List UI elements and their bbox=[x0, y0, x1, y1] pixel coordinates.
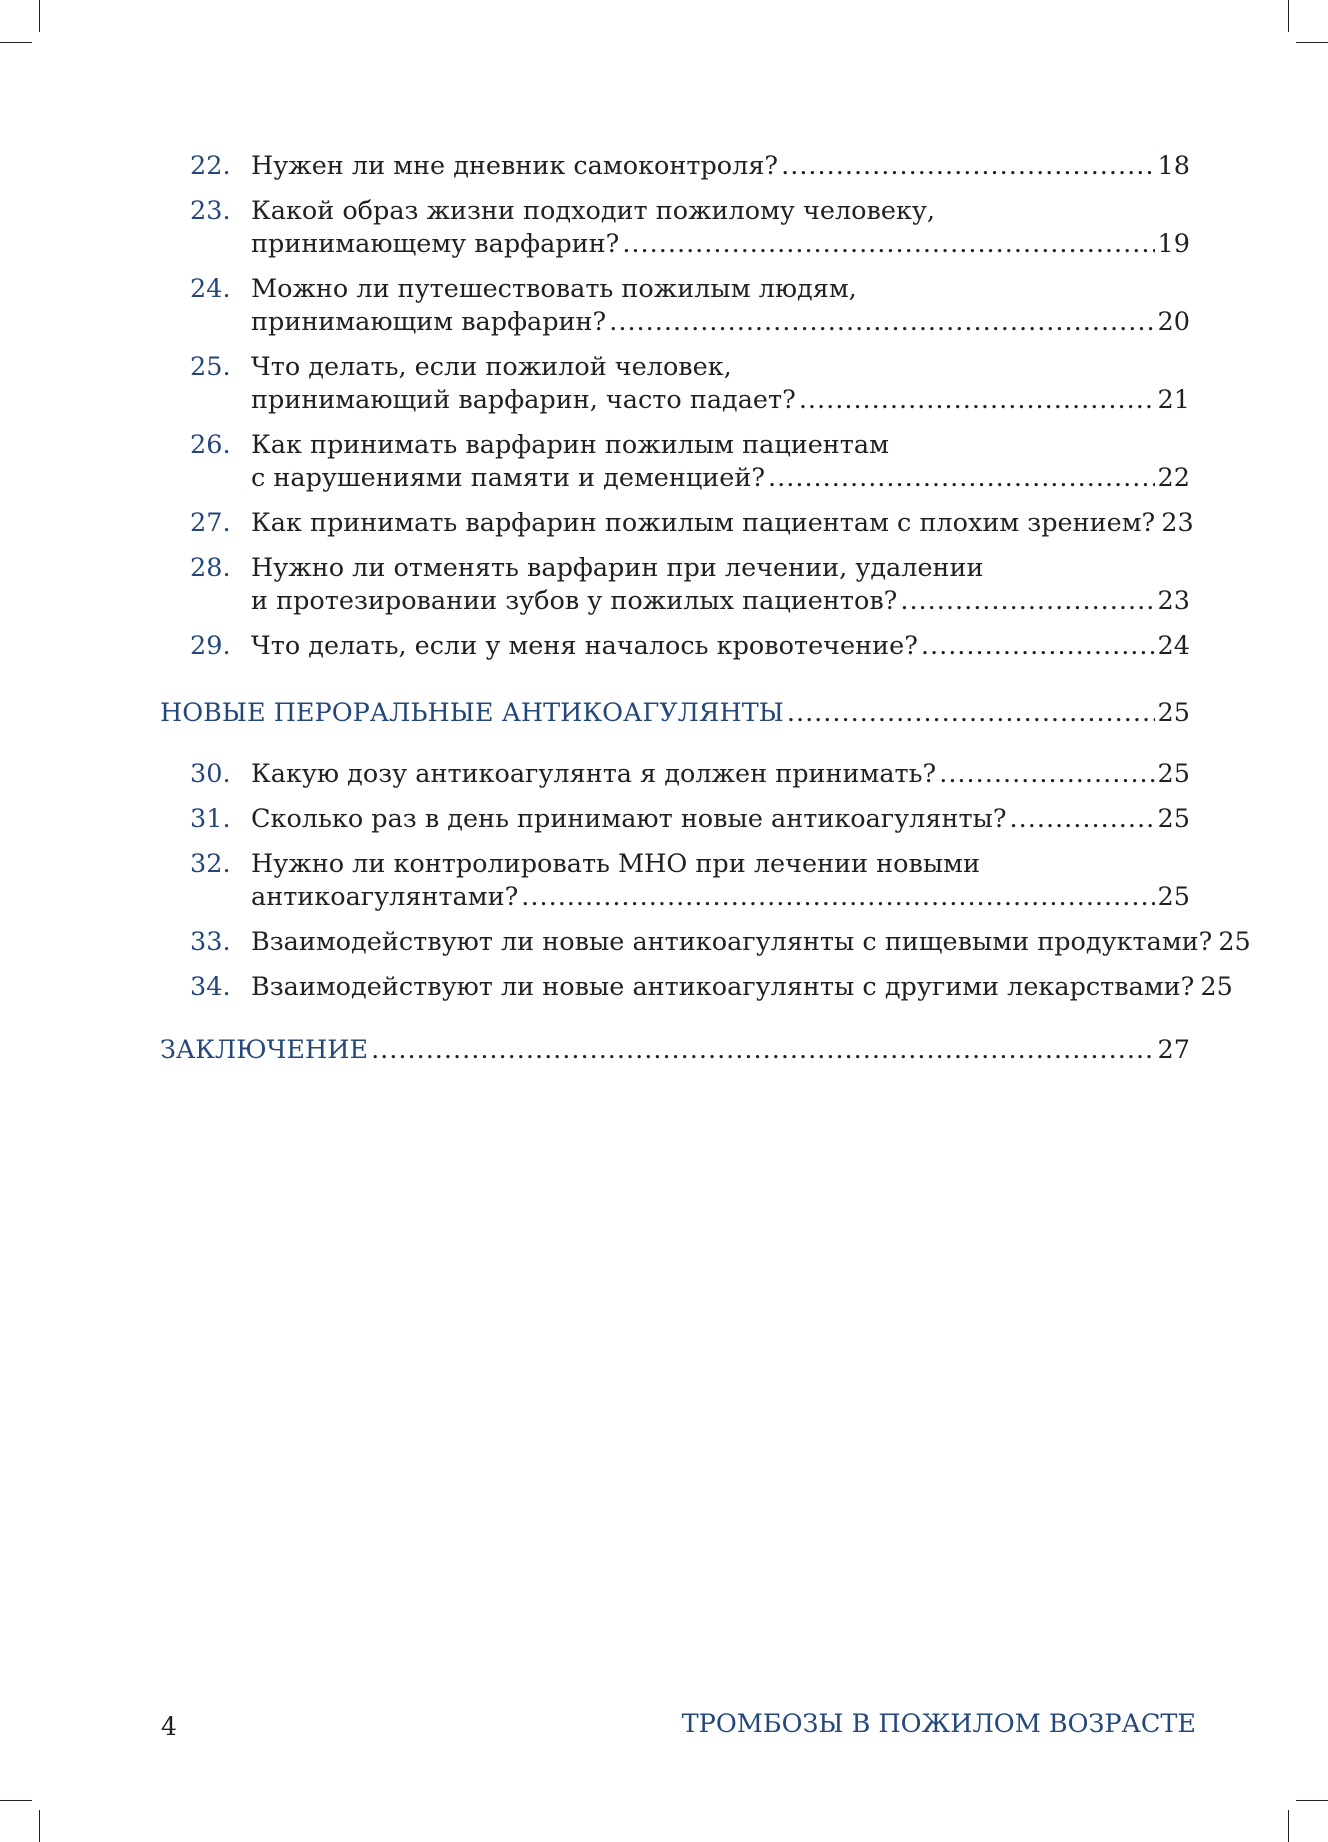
page-ref: 25 bbox=[1157, 804, 1190, 834]
entry-title-line bbox=[251, 228, 1190, 261]
leader-dots bbox=[622, 228, 1154, 261]
entry-title-line bbox=[251, 306, 1190, 339]
entry-body bbox=[251, 803, 1190, 836]
entry-title-line: Какой образ жизни подходит пожилому человеку, bbox=[251, 196, 936, 226]
page-ref: 23 bbox=[1157, 586, 1190, 616]
leader-dots bbox=[799, 384, 1155, 417]
entry-title-line bbox=[251, 384, 1190, 417]
entry-title-line bbox=[251, 758, 1190, 791]
page-ref: 25 bbox=[1200, 972, 1233, 1002]
entry-body bbox=[251, 429, 1190, 495]
toc-entry[interactable] bbox=[160, 630, 1190, 663]
leader-dots bbox=[768, 462, 1155, 495]
leader-dots bbox=[921, 630, 1155, 663]
entry-body bbox=[251, 195, 1190, 261]
entry-title-line bbox=[251, 150, 1190, 183]
toc-entry[interactable] bbox=[160, 971, 1233, 1004]
entry-title-line bbox=[251, 585, 1190, 618]
toc-entry[interactable] bbox=[160, 848, 1190, 914]
entry-number: 32. bbox=[190, 849, 231, 879]
entry-title-line bbox=[251, 462, 1190, 495]
entry-title: Сколько раз в день принимают новые антикоагулянты? bbox=[251, 804, 1007, 834]
entry-number: 25. bbox=[190, 352, 231, 382]
entry-title: принимающим варфарин? bbox=[251, 307, 607, 337]
leader-dots bbox=[371, 1034, 1154, 1067]
page-ref: 25 bbox=[1157, 759, 1190, 789]
toc-entry[interactable] bbox=[160, 195, 1190, 261]
section-title: НОВЫЕ ПЕРОРАЛЬНЫЕ АНТИКОАГУЛЯНТЫ bbox=[160, 698, 784, 728]
leader-dots bbox=[781, 150, 1154, 183]
toc-entry[interactable] bbox=[160, 273, 1190, 339]
crop-mark bbox=[0, 1800, 32, 1801]
page-ref: 25 bbox=[1218, 927, 1251, 957]
entry-title-line: Как принимать варфарин пожилым пациентам bbox=[251, 430, 889, 460]
entry-body bbox=[251, 507, 1194, 540]
entry-title: и протезировании зубов у пожилых пациентов? bbox=[251, 586, 898, 616]
entry-title: Как принимать варфарин пожилым пациентам с плохим зрением? bbox=[251, 508, 1156, 538]
entry-title-line: Нужно ли отменять варфарин при лечении, удалении bbox=[251, 553, 984, 583]
leader-dots bbox=[939, 758, 1154, 791]
entry-number: 28. bbox=[190, 553, 231, 583]
page-ref: 25 bbox=[1157, 698, 1190, 728]
toc-section-heading[interactable] bbox=[160, 697, 1190, 730]
leader-dots bbox=[1010, 803, 1155, 836]
running-title: ТРОМБОЗЫ В ПОЖИЛОМ ВОЗРАСТЕ bbox=[681, 1709, 1196, 1739]
entry-number: 31. bbox=[190, 804, 231, 834]
entry-body bbox=[251, 630, 1190, 663]
entry-number: 26. bbox=[190, 430, 231, 460]
entry-number: 24. bbox=[190, 274, 231, 304]
leader-dots bbox=[609, 306, 1154, 339]
entry-title-line bbox=[251, 630, 1190, 663]
toc-entry[interactable] bbox=[160, 429, 1190, 495]
crop-mark bbox=[39, 0, 40, 32]
entry-title-line bbox=[251, 881, 1190, 914]
crop-mark bbox=[1296, 1800, 1328, 1801]
crop-mark bbox=[1288, 1810, 1289, 1842]
entry-title: принимающему варфарин? bbox=[251, 229, 620, 259]
page-ref: 22 bbox=[1157, 463, 1190, 493]
toc-section-heading[interactable] bbox=[160, 1034, 1190, 1067]
entry-title: с нарушениями памяти и деменцией? bbox=[251, 463, 766, 493]
entry-body bbox=[251, 758, 1190, 791]
entry-body bbox=[251, 926, 1251, 959]
toc-entry[interactable] bbox=[160, 150, 1190, 183]
page-ref: 21 bbox=[1157, 385, 1190, 415]
page-ref: 27 bbox=[1157, 1035, 1190, 1065]
entry-title-line: Можно ли путешествовать пожилым людям, bbox=[251, 274, 857, 304]
page-ref: 20 bbox=[1157, 307, 1190, 337]
entry-title: принимающий варфарин, часто падает? bbox=[251, 385, 796, 415]
entry-body bbox=[251, 150, 1190, 183]
entry-number: 27. bbox=[190, 508, 231, 538]
crop-mark bbox=[39, 1810, 40, 1842]
toc-entry[interactable] bbox=[160, 552, 1190, 618]
entry-title: антикоагулянтами? bbox=[251, 882, 519, 912]
entry-title-line bbox=[251, 926, 1251, 959]
leader-dots bbox=[900, 585, 1154, 618]
page-ref: 24 bbox=[1157, 631, 1190, 661]
table-of-contents bbox=[160, 150, 1251, 1095]
page-number: 4 bbox=[161, 1712, 177, 1741]
entry-title: Взаимодействуют ли новые антикоагулянты с другими лекарствами? bbox=[251, 972, 1195, 1002]
entry-body bbox=[251, 351, 1190, 417]
entry-body bbox=[251, 971, 1233, 1004]
toc-entry[interactable] bbox=[160, 803, 1190, 836]
leader-dots bbox=[521, 881, 1154, 914]
page-ref: 25 bbox=[1157, 882, 1190, 912]
entry-title: Какую дозу антикоагулянта я должен принимать? bbox=[251, 759, 937, 789]
entry-body bbox=[251, 273, 1190, 339]
crop-mark bbox=[0, 42, 32, 43]
entry-title-line bbox=[251, 971, 1233, 1004]
crop-mark bbox=[1296, 42, 1328, 43]
entry-title: Взаимодействуют ли новые антикоагулянты с пищевыми продуктами? bbox=[251, 927, 1213, 957]
entry-number: 33. bbox=[190, 927, 231, 957]
entry-title-line: Нужно ли контролировать МНО при лечении новыми bbox=[251, 849, 980, 879]
entry-title: Что делать, если у меня началось кровотечение? bbox=[251, 631, 918, 661]
toc-entry[interactable] bbox=[160, 926, 1251, 959]
entry-title-line: Что делать, если пожилой человек, bbox=[251, 352, 732, 382]
section-title: ЗАКЛЮЧЕНИЕ bbox=[160, 1035, 369, 1065]
toc-entry[interactable] bbox=[160, 507, 1194, 540]
toc-entry[interactable] bbox=[160, 758, 1190, 791]
page-ref: 19 bbox=[1157, 229, 1190, 259]
entry-number: 29. bbox=[190, 631, 231, 661]
entry-number: 30. bbox=[190, 759, 231, 789]
toc-group bbox=[160, 150, 1194, 663]
toc-entry[interactable] bbox=[160, 351, 1190, 417]
crop-mark bbox=[1288, 0, 1289, 32]
entry-body bbox=[251, 552, 1190, 618]
entry-number: 23. bbox=[190, 196, 231, 226]
entry-title: Нужен ли мне дневник самоконтроля? bbox=[251, 151, 779, 181]
entry-body bbox=[251, 848, 1190, 914]
entry-title-line bbox=[251, 803, 1190, 836]
leader-dots bbox=[787, 697, 1155, 730]
toc-group bbox=[160, 758, 1251, 1004]
entry-number: 22. bbox=[190, 151, 231, 181]
page-ref: 18 bbox=[1157, 151, 1190, 181]
entry-number: 34. bbox=[190, 972, 231, 1002]
page-ref: 23 bbox=[1161, 508, 1194, 538]
entry-title-line bbox=[251, 507, 1194, 540]
